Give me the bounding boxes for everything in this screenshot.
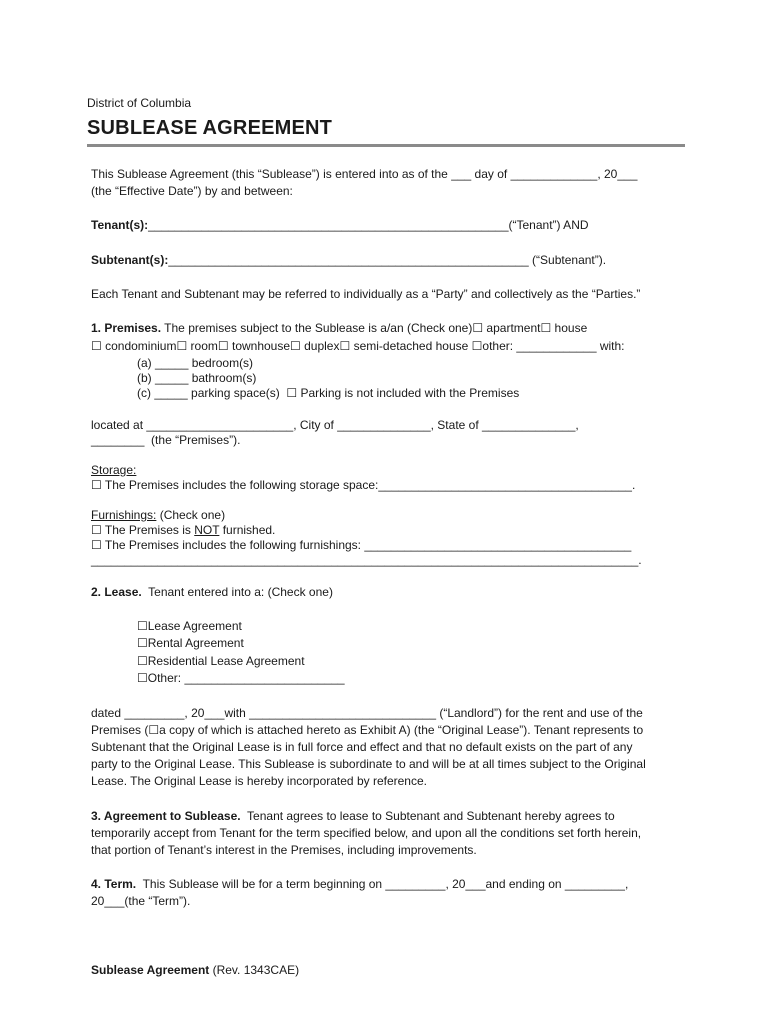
premises-text-1: The premises subject to the Sublease is a/an (Check one)☐ apartment☐ house (161, 321, 588, 335)
premises-line-2: ☐ condominium☐ room☐ townhouse☐ duplex☐ semi-detached house ☐other: ____________ with: (91, 339, 625, 353)
furnishings-not: NOT (194, 523, 220, 537)
lease-heading: 2. Lease. (91, 585, 142, 599)
agreement-heading: 3. Agreement to Sublease. (91, 809, 241, 823)
lease-option: ☐Lease Agreement (137, 619, 242, 633)
footer-revision: (Rev. 1343CAE) (209, 963, 300, 977)
page-footer (91, 962, 299, 978)
furnishings-heading: Furnishings: (91, 508, 157, 522)
furnishings-heading-line (91, 507, 225, 523)
furnishings-line-3: __________________________________________________________________________________. (91, 553, 642, 567)
lease-intro: Tenant entered into a: (Check one) (141, 585, 333, 599)
term-line-1 (91, 876, 628, 892)
title-divider (87, 144, 685, 147)
furnishings-line-1 (91, 522, 275, 538)
tenant-suffix: (“Tenant”) AND (508, 218, 589, 232)
lease-para-line: party to the Original Lease. This Sublease is subordinate to and will be at all times subject to the Original (91, 757, 646, 771)
agreement-line-2: temporarily accept from Tenant for the term specified below, and upon all the conditions set forth herein, (91, 826, 642, 840)
jurisdiction-label: District of Columbia (87, 96, 192, 110)
subtenant-line (91, 252, 606, 268)
lease-para-line: Lease. The Original Lease is hereby incorporated by reference. (91, 774, 427, 788)
premises-line-1 (91, 320, 587, 336)
agreement-text-1: Tenant agrees to lease to Subtenant and Subtenant hereby agrees to (240, 809, 615, 823)
furnishings-note: (Check one) (156, 508, 226, 522)
agreement-line-1 (91, 808, 615, 824)
subtenant-suffix: (“Subtenant”). (528, 253, 607, 267)
term-line-2: 20___(the “Term”). (91, 894, 191, 908)
tenant-blank: ______________________________________________________ (148, 218, 509, 232)
furnishings-line-1-end: furnished. (219, 523, 276, 537)
lease-para-line: dated _________, 20___with ____________________________ (“Landlord”) for the rent and use of the (91, 706, 643, 720)
premises-heading: 1. Premises. (91, 321, 162, 335)
lease-option: ☐Residential Lease Agreement (137, 654, 305, 668)
storage-heading: Storage: (91, 463, 137, 477)
storage-line: ☐ The Premises includes the following storage space:______________________________________. (91, 478, 636, 492)
document-title: SUBLEASE AGREEMENT (87, 117, 333, 139)
intro-line-1: This Sublease Agreement (this “Sublease”) is entered into as of the ___ day of _____________, 20___ (91, 167, 638, 181)
lease-para-line: Premises (☐a copy of which is attached hereto as Exhibit A) (the “Original Lease”). Tenant represents to (91, 723, 644, 737)
tenant-line (91, 217, 589, 233)
furnishings-line-2: ☐ The Premises includes the following furnishings: ________________________________________ (91, 538, 632, 552)
lease-option: ☐Rental Agreement (137, 636, 244, 650)
subtenant-label: Subtenant(s): (91, 253, 169, 267)
located-line-1: located at ______________________, City of ______________, State of ______________, (91, 418, 579, 432)
lease-heading-line (91, 584, 333, 600)
located-line-2: ________ (the “Premises”). (91, 433, 241, 447)
premises-item-c: (c) _____ parking space(s) ☐ Parking is not included with the Premises (137, 386, 520, 400)
lease-option: ☐Other: ________________________ (137, 671, 345, 685)
term-heading: 4. Term. (91, 877, 137, 891)
subtenant-blank: ______________________________________________________ (168, 253, 529, 267)
agreement-line-3: that portion of Tenant’s interest in the Premises, including improvements. (91, 843, 477, 857)
footer-label: Sublease Agreement (91, 963, 210, 977)
lease-para-line: Subtenant that the Original Lease is in full force and effect and that no default exists on the part of any (91, 740, 633, 754)
parties-line: Each Tenant and Subtenant may be referred to individually as a “Party” and collectively as the “Parties.” (91, 287, 641, 301)
tenant-label: Tenant(s): (91, 218, 149, 232)
term-text-1: This Sublease will be for a term beginning on _________, 20___and ending on _________, (136, 877, 629, 891)
premises-item-b: (b) _____ bathroom(s) (137, 371, 257, 385)
furnishings-line-1-start: ☐ The Premises is (91, 523, 195, 537)
premises-item-a: (a) _____ bedroom(s) (137, 356, 254, 370)
intro-line-2: (the “Effective Date”) by and between: (91, 184, 293, 198)
